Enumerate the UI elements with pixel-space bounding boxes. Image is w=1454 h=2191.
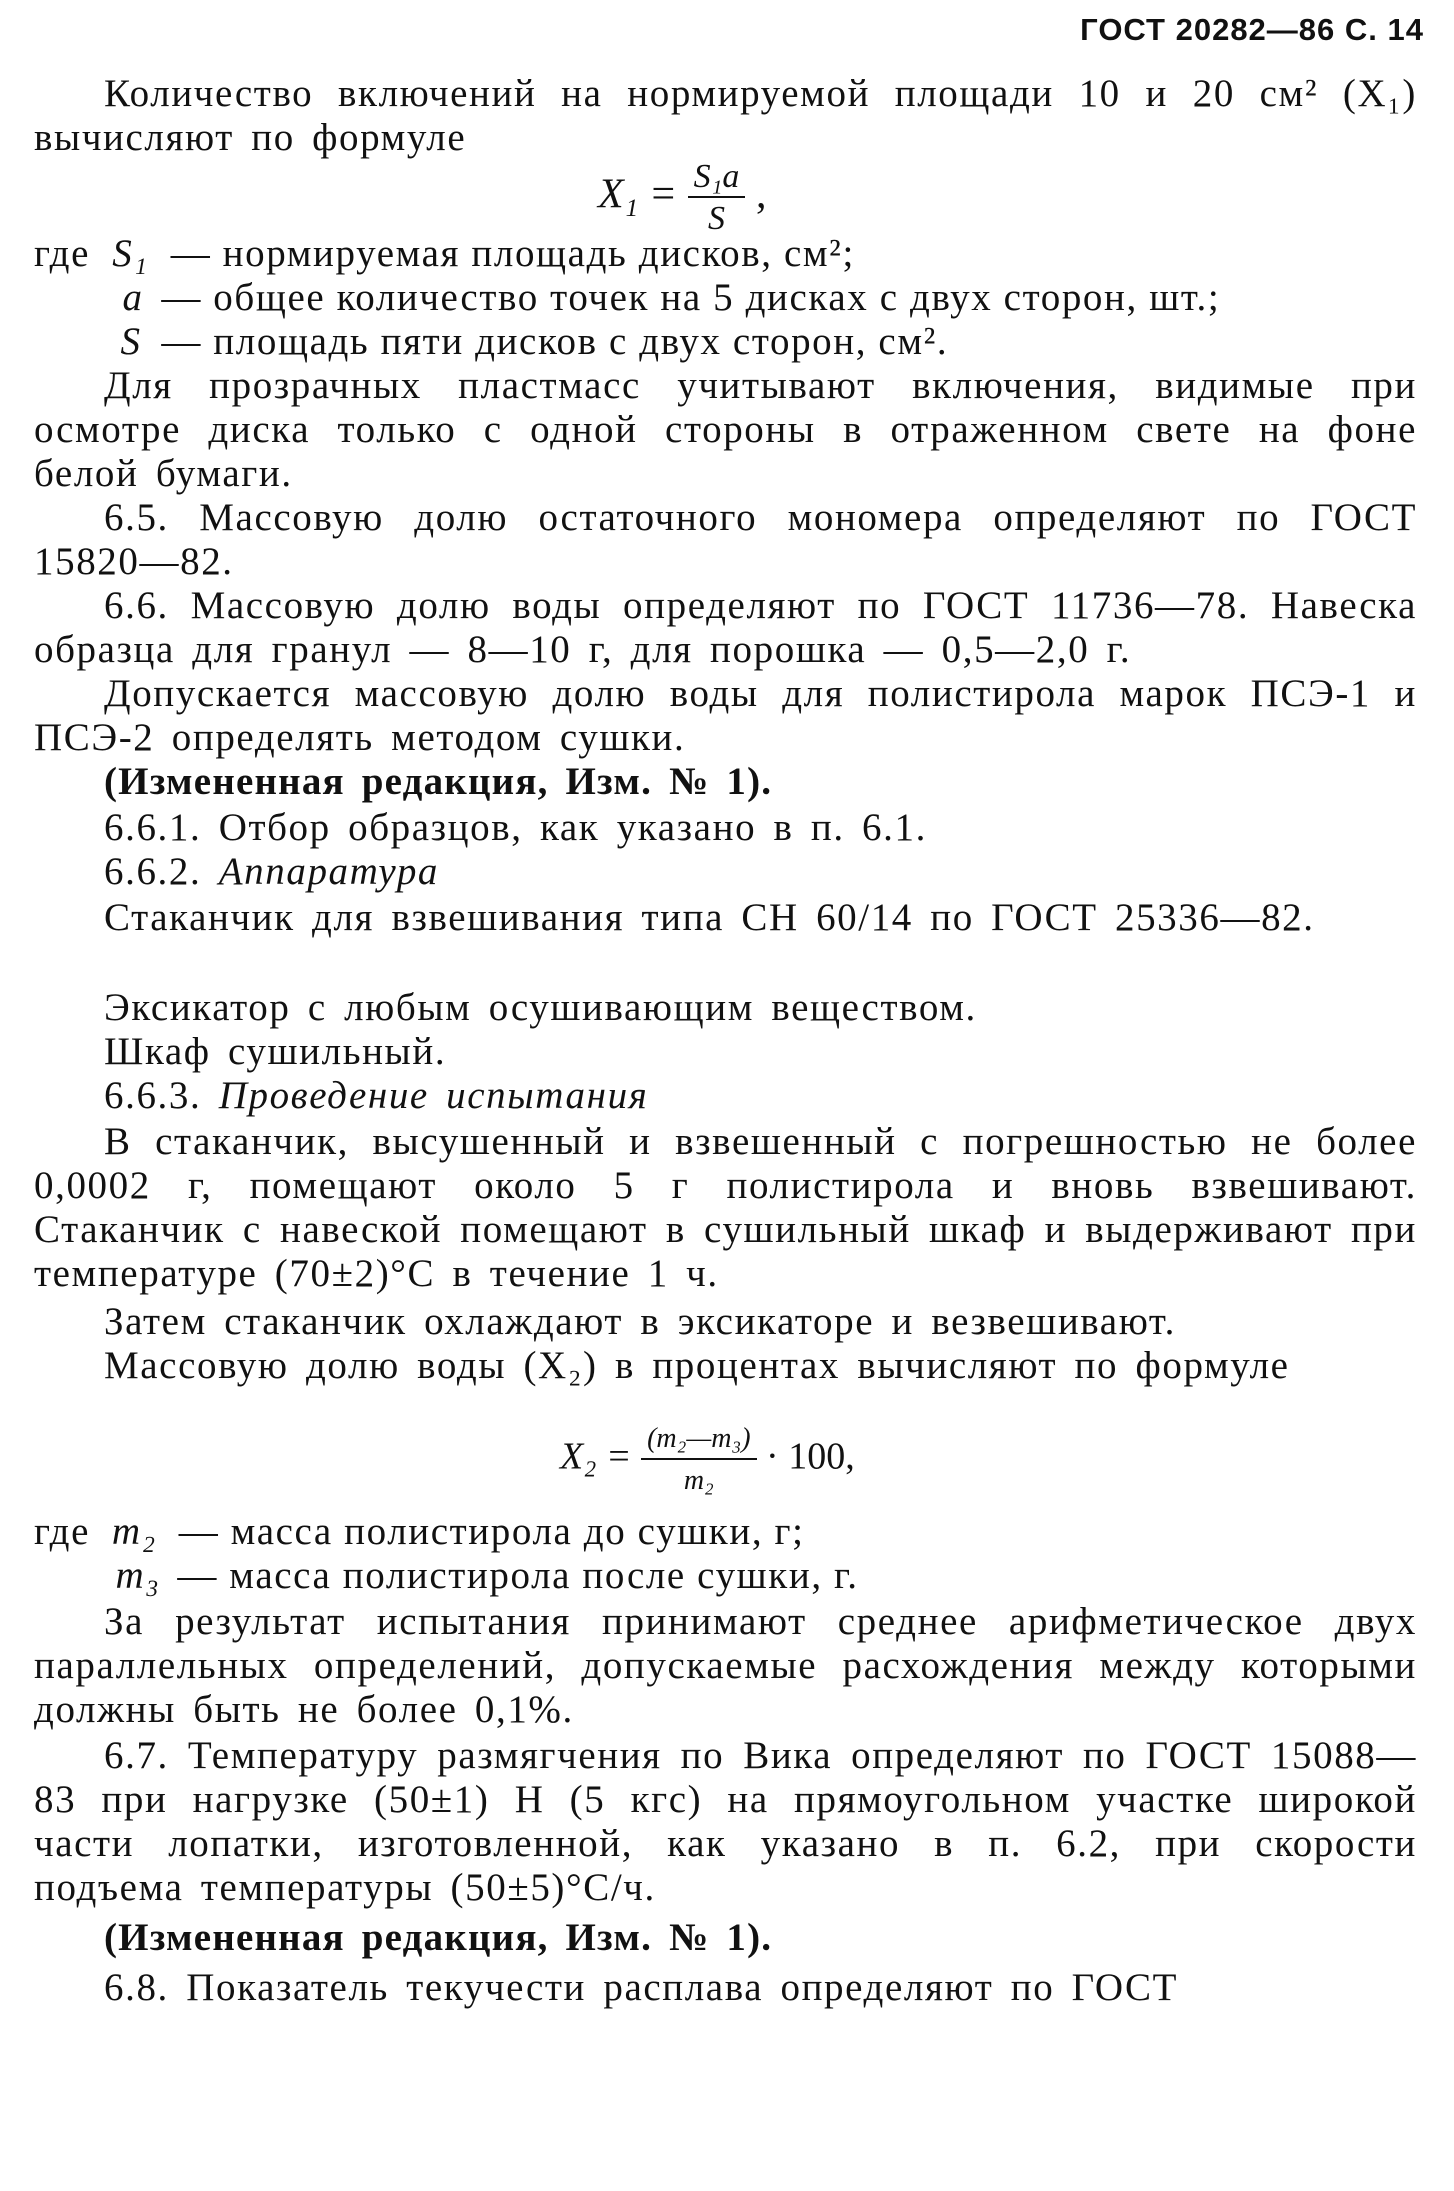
amendment-note-2: (Измененная редакция, Изм. № 1). [104, 1916, 773, 1959]
formula-x1-denominator: S [708, 200, 726, 237]
paragraph-6-6: 6.6. Массовую долю воды определяют по ГОСТ 11736—78. Навеска образца для гранул — 8—10 г, для порошка — 0,5—2,0 г. [34, 584, 1417, 671]
paragraph-transparent: Для прозрачных пластмасс учитывают включения, видимые при осмотре диска только с одной стороны в отраженном свете на фоне белой бумаги. [34, 364, 1417, 495]
formula-x2-denominator: m₂ [683, 1465, 714, 1496]
amendment-note-1: (Измененная редакция, Изм. № 1). [104, 760, 773, 803]
paragraph-6-7: 6.7. Температуру размягчения по Вика определяют по ГОСТ 15088—83 при нагрузке (50±1) Н (5 кгс) на прямоугольном участке широкой части лопатки, изготовленной, как указано в п. 6.2, при скорости подъема температуры (50±5)°С/ч. [34, 1734, 1417, 1909]
formula-x1 [598, 158, 766, 238]
paragraph-6-6-1: 6.6.1. Отбор образцов, как указано в п. 6.1. [104, 806, 927, 849]
formula-x1-numerator: S₁a [688, 158, 746, 198]
heading-6-6-2: 6.6.2. Аппаратура [104, 850, 440, 893]
definition-m2: где m₂ — масса полистирола до сушки, г; [34, 1510, 805, 1553]
formula-x2 [560, 1420, 855, 1500]
definition-a: a — общее количество точек на 5 дисках с двух сторон, шт.; [122, 276, 1221, 319]
paragraph-inclusions: Количество включений на нормируемой площади 10 и 20 см² (X₁) вычисляют по формуле [34, 72, 1417, 159]
page-header: ГОСТ 20282—86 С. 14 [1080, 12, 1424, 47]
paragraph-cooling: Затем стаканчик охлаждают в эксикаторе и везвешивают. [104, 1300, 1176, 1343]
paragraph-procedure: В стаканчик, высушенный и взвешенный с погрешностью не более 0,0002 г, помещают около 5 г полистирола и вновь взвешивают. Стаканчик с навеской помещают в сушильный шкаф и выдерживают при температуре (70±2)°С в течение 1 ч. [34, 1120, 1417, 1295]
paragraph-oven: Шкаф сушильный. [104, 1030, 447, 1073]
paragraph-desiccator: Эксикатор с любым осушивающим веществом. [104, 986, 977, 1029]
paragraph-water-formula: Массовую долю воды (X₂) в процентах вычисляют по формуле [104, 1344, 1290, 1387]
definition-s1: где S₁ — нормируемая площадь дисков, см²; [34, 232, 855, 275]
heading-6-6-3: 6.6.3. Проведение испытания [104, 1074, 649, 1117]
formula-x2-tail: · 100, [766, 1435, 855, 1478]
paragraph-6-5: 6.5. Массовую долю остаточного мономера определяют по ГОСТ 15820—82. [34, 496, 1417, 583]
paragraph-drying-method: Допускается массовую долю воды для полистирола марок ПСЭ-1 и ПСЭ-2 определять методом сушки. [34, 672, 1417, 759]
paragraph-result: За результат испытания принимают среднее арифметическое двух параллельных определений, допускаемые расхождения между которыми должны быть не более 0,1%. [34, 1600, 1417, 1731]
definition-m3: m₃ — масса полистирола после сушки, г. [115, 1554, 859, 1597]
paragraph-weighing-cup: Стаканчик для взвешивания типа СН 60/14 по ГОСТ 25336—82. [104, 896, 1315, 939]
formula-x1-tail: , [755, 171, 767, 218]
formula-x2-numerator: (m₂—m₃) [641, 1420, 756, 1460]
formula-x1-lhs: X₁ = [598, 171, 678, 218]
formula-x2-lhs: X₂ = [560, 1435, 632, 1478]
definition-s: S — площадь пяти дисков с двух сторон, см². [120, 320, 949, 363]
paragraph-6-8: 6.8. Показатель текучести расплава определяют по ГОСТ [104, 1966, 1179, 2009]
